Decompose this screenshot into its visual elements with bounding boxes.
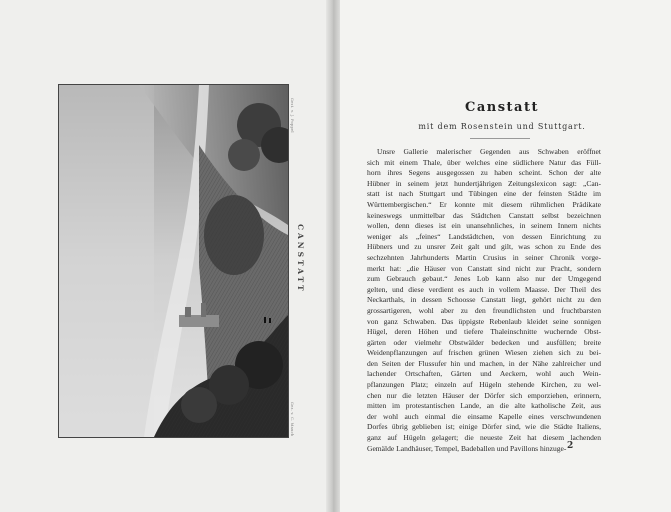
text-line: lachender Ortschaften, Gärten und Aeckern, wohl auch Wein- — [367, 369, 601, 379]
text-line: zum Gebrauch gebaut.“ Jenes Lob kann also nur der Umgegend — [367, 274, 601, 284]
text-line: weniger als „feines“ Landstädtchen, von dessen Einrichtung zu — [367, 231, 601, 241]
text-line: grossartigeren, wohl aber zu den freundlichsten und fruchtbarsten — [367, 305, 601, 315]
text-line: den Seiten der Flussufer hin und machen, in der Nähe zahlreicher und — [367, 358, 601, 368]
text-line: Dorfes übrig geblieben ist; einige Dörfer sind, wie die Städte Italiens, — [367, 422, 601, 432]
chapter-heading: Canstatt — [465, 100, 539, 115]
text-line: von ganz Schwaben. Das üppigste Rebenlaub kleidet seine sonnigen — [367, 316, 601, 326]
text-line: wollen, denn dieses ist ein unansehnliches, in seinem Innern nichts — [367, 221, 601, 231]
text-line: gärten oder vielmehr Obstwälder bedecken und ausfüllen; breite — [367, 337, 601, 347]
text-line: merkt hat: „die Häuser von Canstatt sind nicht zur Pracht, sondern — [367, 263, 601, 273]
text-line: chen nur die letzten Häuser der Dörfer sich emporziehen, erinnern, — [367, 390, 601, 400]
text-line: sechzehnten Jahrhunderts Martin Crusius in seiner Chronik vorge- — [367, 252, 601, 262]
text-line: horn ihres Segens ausgegossen zu haben scheint. Schon der alte — [367, 168, 601, 178]
text-line: sich mit einem Thale, über welches eine südlichere Natur das Füll- — [367, 157, 601, 167]
text-line: Gemälde Landhäuser, Tempel, Badeballen und Pavillons hinzuge- — [367, 443, 567, 453]
text-line: gelten, und diese verdient es auch in vollem Maasse. Der Theil des — [367, 284, 601, 294]
text-line: Unsre Gallerie malerischer Gegenden aus Schwaben eröffnet — [377, 147, 601, 156]
engraving-plate — [58, 84, 289, 438]
text-line: statt ist nach Stuttgart und Tübingen eine der feinsten Städte im — [367, 189, 601, 199]
landscape-engraving — [59, 85, 288, 437]
text-line: der wohl auch einmal die einsame Kapelle eines verschwundenen — [367, 411, 601, 421]
chapter-subheading: mit dem Rosenstein und Stuttgart. — [418, 122, 586, 131]
text-line: ganz auf Hügeln gelagert; die neueste Zeit hat diesem lachenden — [367, 433, 601, 443]
text-line: keineswegs unmittelbar das Städtchen Canstatt selbst bezeichnen — [367, 210, 601, 220]
book-gutter — [326, 0, 340, 512]
heading-rule — [470, 138, 530, 139]
text-line: Hübner in seinem jetzt hundertjährigen Zeitungslexicon sagt: „Can- — [367, 178, 601, 188]
text-line: Hügel, deren Höhen und tiefere Thaleinschnitte wuchernde Obst- — [367, 327, 601, 337]
text-line: Hübners und zu unsrer Zeit galt und gilt, was schon zu Ende des — [367, 242, 601, 252]
page-number: 2 — [567, 441, 574, 451]
text-line: Württembergischen.“ Er konnte mit diesem rühmlichen Prädikate — [367, 199, 601, 209]
text-line: Neckarthals, in dessen Schoosse Canstatt liegt, gehört nicht zu den — [367, 295, 601, 305]
plate-title: CANSTATT — [296, 224, 305, 294]
artist-credit: Gez. v. C. Mauch — [290, 402, 294, 437]
text-line: Weidenpflanzungen auf frischen grünen Wiesen ziehen sich zu bei- — [367, 348, 601, 358]
text-line: mitten im protestantischen Lande, an die alte katholische Zeit, aus — [367, 401, 601, 411]
engraver-credit: Gest. v. J. Poppel — [290, 98, 294, 133]
body-text — [367, 147, 601, 454]
text-line: pflanzungen Platz; einzeln auf Hügeln stehende Kirchen, zu wel- — [367, 380, 601, 390]
